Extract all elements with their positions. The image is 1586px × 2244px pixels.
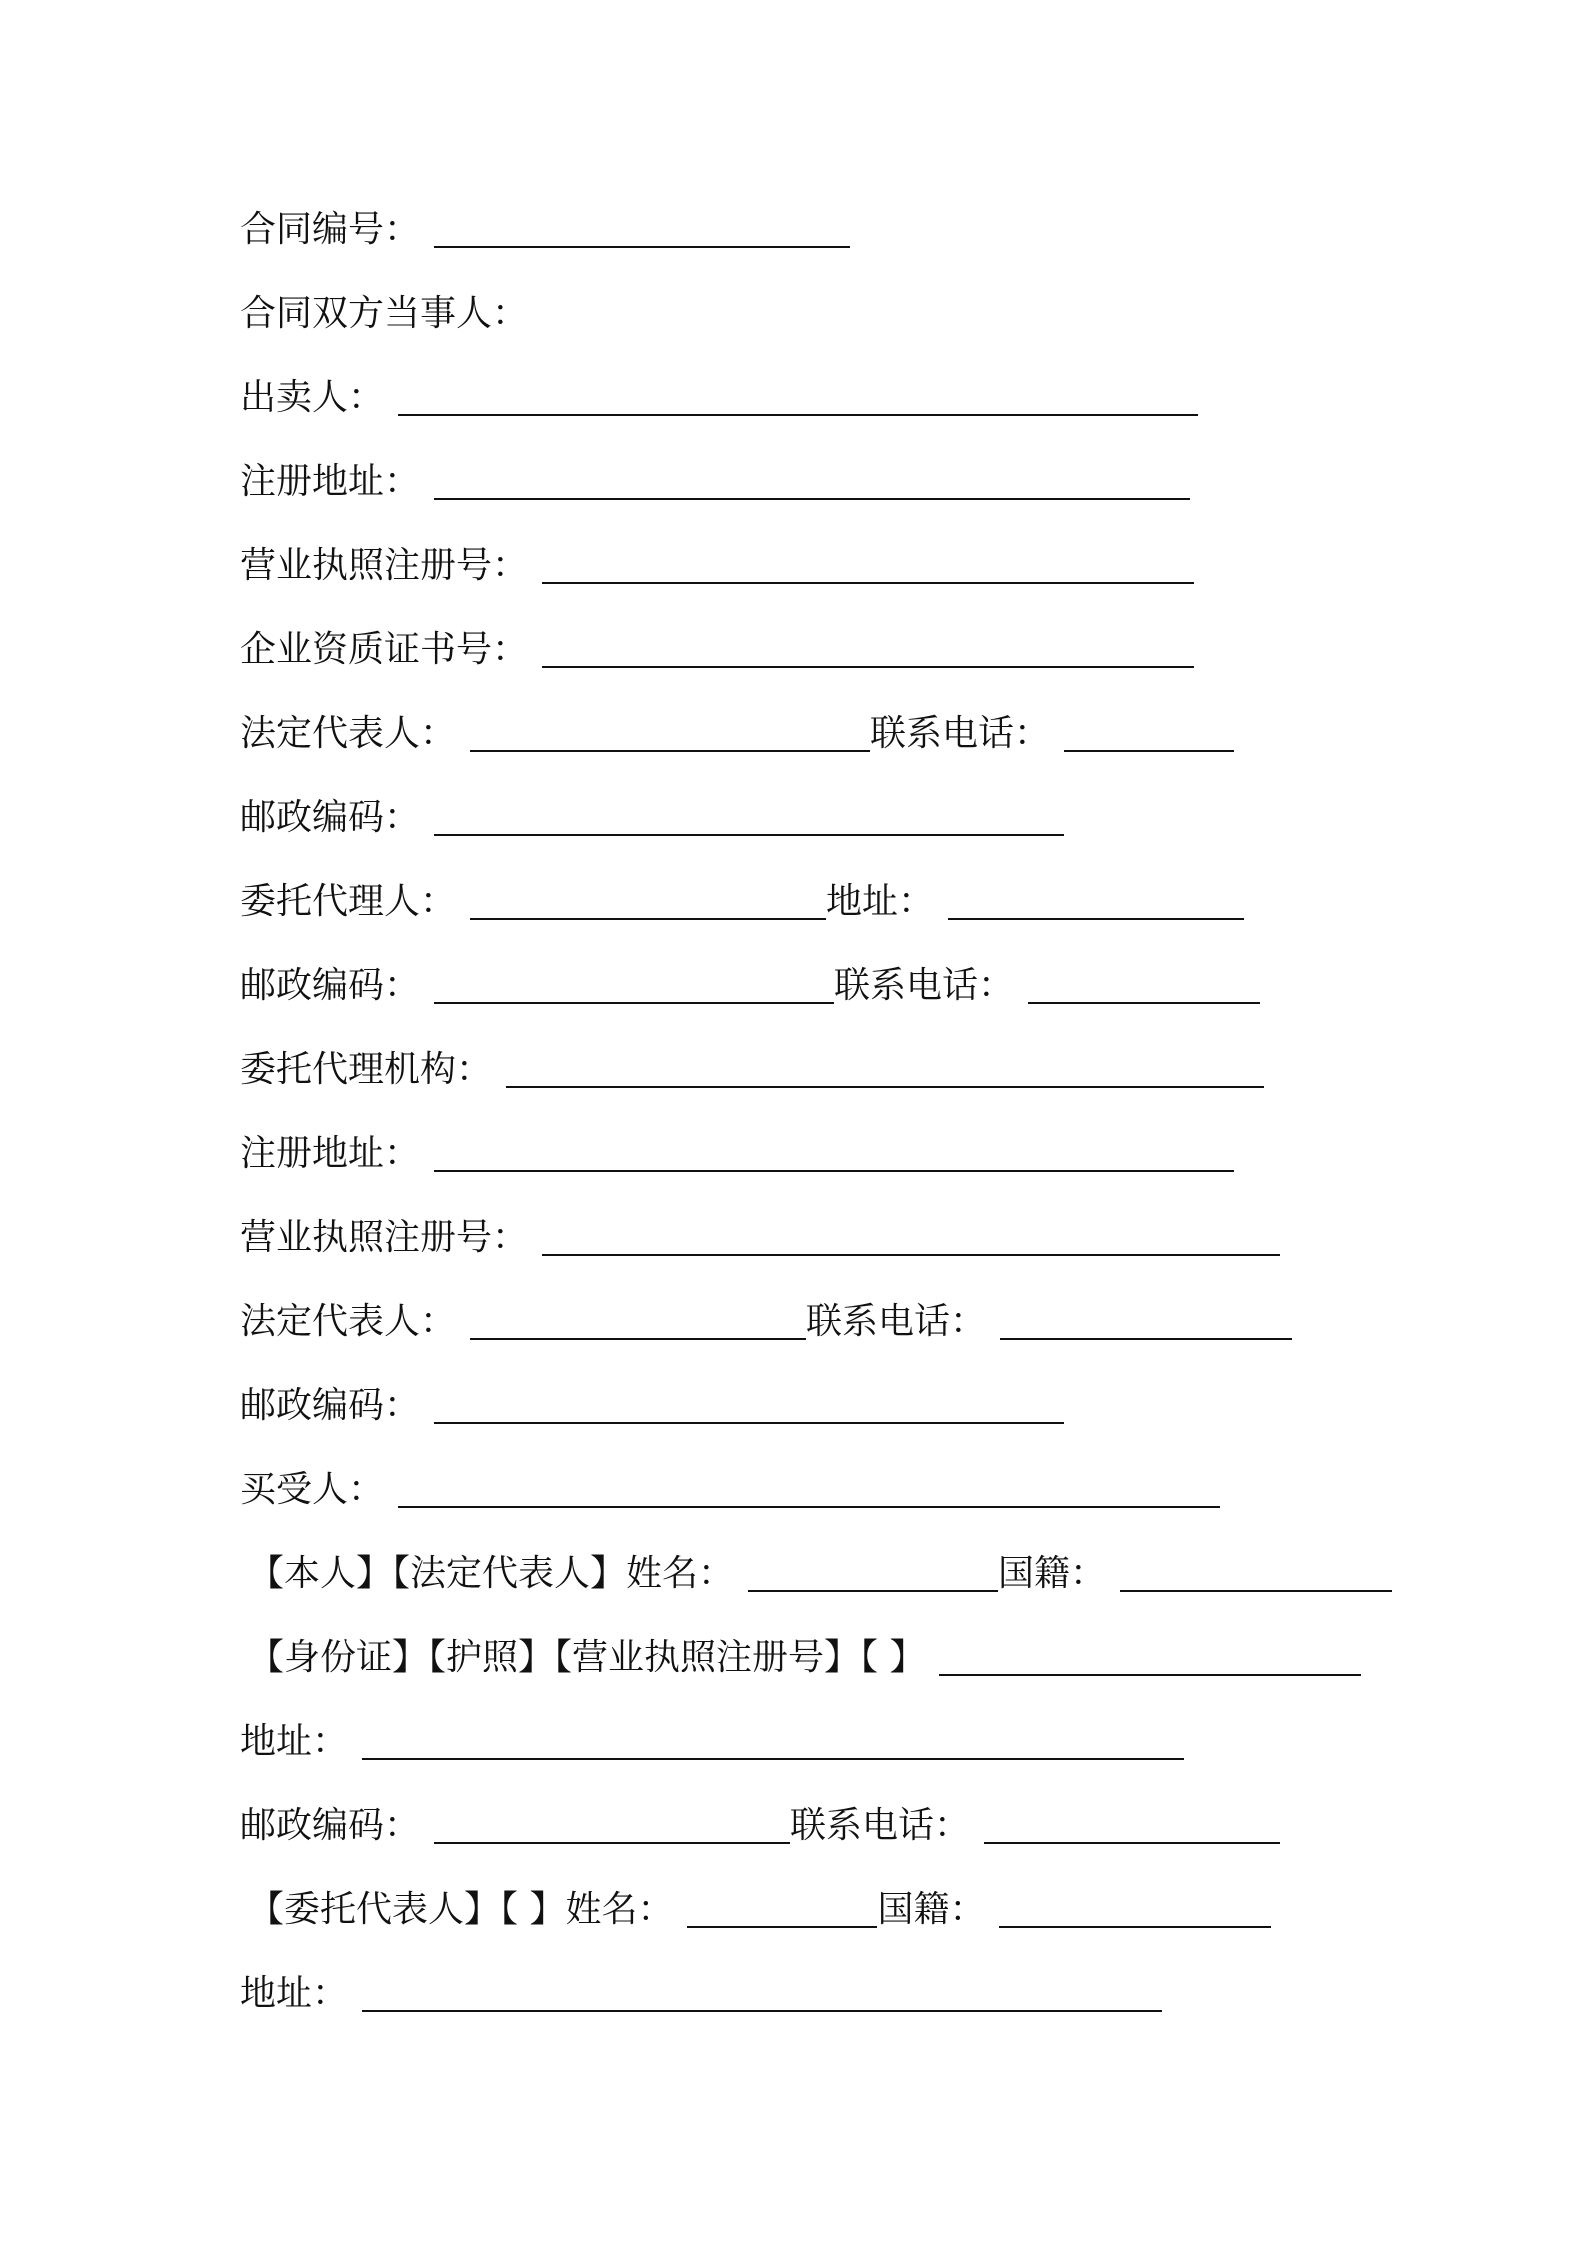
buyer-name-blank[interactable]: [748, 1554, 998, 1592]
seller-qualification-blank[interactable]: [542, 630, 1194, 668]
contract-number-blank[interactable]: [434, 210, 850, 248]
seller-qualification-label: 企业资质证书号：: [240, 629, 529, 670]
seller-phone-blank[interactable]: [1064, 714, 1234, 752]
buyer-address-label: 地址：: [240, 1721, 349, 1762]
seller-license-blank[interactable]: [542, 546, 1194, 584]
seller-phone-label: 联系电话：: [870, 713, 1051, 754]
seller-agent-postcode-line: [240, 952, 1260, 1008]
agency-license-line: [240, 1204, 1280, 1260]
agency-address-blank[interactable]: [434, 1134, 1234, 1172]
parties-heading-line: [240, 280, 528, 336]
seller-blank[interactable]: [398, 378, 1198, 416]
agency-postcode-line: [240, 1372, 1064, 1428]
seller-agent-phone-label: 联系电话：: [834, 965, 1015, 1006]
agency-postcode-blank[interactable]: [434, 1386, 1064, 1424]
seller-label: 出卖人：: [240, 377, 385, 418]
agency-blank[interactable]: [506, 1050, 1264, 1088]
seller-address-blank[interactable]: [434, 462, 1190, 500]
buyer-label: 买受人：: [240, 1469, 385, 1510]
buyer-agent-address-label: 地址：: [240, 1973, 349, 2014]
seller-agent-line: [240, 868, 1244, 924]
seller-address-label: 注册地址：: [240, 461, 421, 502]
agency-license-blank[interactable]: [542, 1218, 1280, 1256]
seller-legal-rep-blank[interactable]: [470, 714, 870, 752]
seller-legal-rep-line: [240, 700, 1234, 756]
buyer-phone-blank[interactable]: [984, 1806, 1280, 1844]
buyer-agent-name-blank[interactable]: [687, 1890, 877, 1928]
buyer-id-line: [248, 1624, 1361, 1680]
contract-number-line: [240, 196, 850, 252]
buyer-postcode-blank[interactable]: [434, 1806, 790, 1844]
buyer-address-blank[interactable]: [362, 1722, 1184, 1760]
agency-legal-rep-blank[interactable]: [470, 1302, 806, 1340]
seller-postcode-label: 邮政编码：: [240, 797, 421, 838]
buyer-agent-address-blank[interactable]: [362, 1974, 1162, 2012]
agency-address-label: 注册地址：: [240, 1133, 421, 1174]
buyer-id-blank[interactable]: [939, 1638, 1361, 1676]
agency-legal-rep-line: [240, 1288, 1292, 1344]
seller-postcode-line: [240, 784, 1064, 840]
agency-phone-blank[interactable]: [1000, 1302, 1292, 1340]
seller-line: [240, 364, 1198, 420]
buyer-line: [240, 1456, 1220, 1512]
agency-address-line: [240, 1120, 1234, 1176]
seller-license-line: [240, 532, 1194, 588]
buyer-agent-address-line: [240, 1960, 1162, 2016]
buyer-address-line: [240, 1708, 1184, 1764]
buyer-nationality-label: 国籍：: [998, 1553, 1107, 1594]
seller-qualification-line: [240, 616, 1194, 672]
contract-number-label: 合同编号：: [240, 209, 421, 250]
seller-agent-address-label: 地址：: [826, 881, 935, 922]
seller-license-label: 营业执照注册号：: [240, 545, 529, 586]
buyer-agent-line: [248, 1876, 1271, 1932]
buyer-name-line: [248, 1540, 1392, 1596]
buyer-agent-nationality-label: 国籍：: [877, 1889, 986, 1930]
seller-agent-postcode-blank[interactable]: [434, 966, 834, 1004]
agency-label: 委托代理机构：: [240, 1049, 493, 1090]
seller-agent-blank[interactable]: [470, 882, 826, 920]
buyer-agent-name-label: 【委托代表人】【 】姓名：: [248, 1889, 674, 1930]
buyer-name-label: 【本人】【法定代表人】姓名：: [248, 1553, 735, 1594]
buyer-agent-nationality-blank[interactable]: [999, 1890, 1271, 1928]
seller-agent-phone-blank[interactable]: [1028, 966, 1260, 1004]
agency-phone-label: 联系电话：: [806, 1301, 987, 1342]
seller-postcode-blank[interactable]: [434, 798, 1064, 836]
agency-legal-rep-label: 法定代表人：: [240, 1301, 457, 1342]
buyer-nationality-blank[interactable]: [1120, 1554, 1392, 1592]
buyer-postcode-label: 邮政编码：: [240, 1805, 421, 1846]
parties-heading: 合同双方当事人：: [240, 293, 529, 334]
agency-line: [240, 1036, 1264, 1092]
agency-license-label: 营业执照注册号：: [240, 1217, 529, 1258]
agency-postcode-label: 邮政编码：: [240, 1385, 421, 1426]
seller-agent-label: 委托代理人：: [240, 881, 457, 922]
buyer-id-label: 【身份证】【护照】【营业执照注册号】【 】: [248, 1637, 926, 1678]
buyer-phone-label: 联系电话：: [790, 1805, 971, 1846]
seller-legal-rep-label: 法定代表人：: [240, 713, 457, 754]
buyer-blank[interactable]: [398, 1470, 1220, 1508]
seller-agent-postcode-label: 邮政编码：: [240, 965, 421, 1006]
seller-address-line: [240, 448, 1190, 504]
buyer-postcode-line: [240, 1792, 1280, 1848]
seller-agent-address-blank[interactable]: [948, 882, 1244, 920]
